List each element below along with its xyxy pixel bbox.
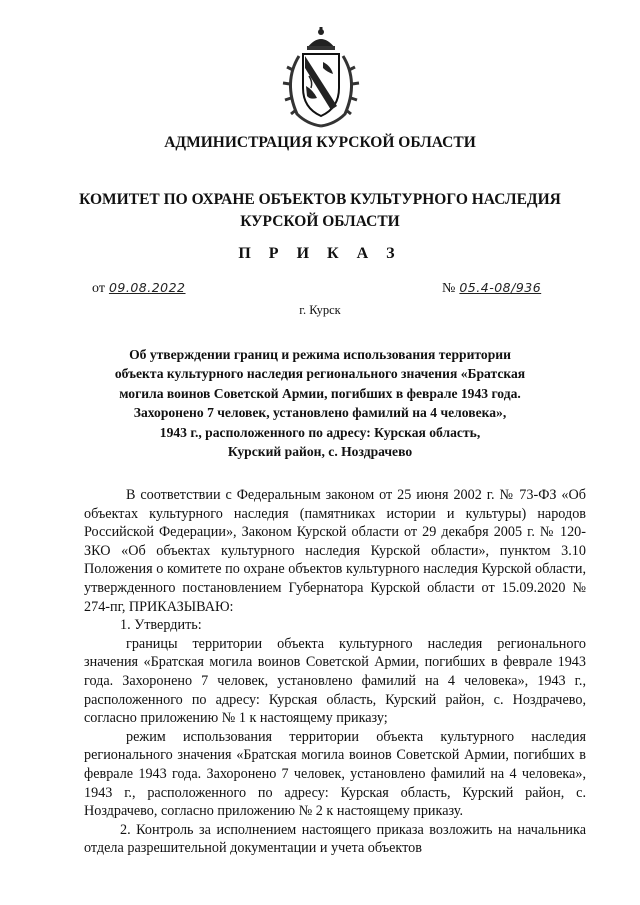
city-line: г. Курск	[299, 303, 341, 317]
coat-of-arms-icon	[277, 26, 365, 128]
order-number	[442, 280, 541, 297]
title-line: Захоронено 7 человек, установлено фамилий на 4 человека»,	[133, 405, 507, 421]
body-paragraph: 2. Контроль за исполнением настоящего приказа возложить на начальника отдела разрешительной документации и учета объектов	[84, 821, 586, 857]
body-paragraph: границы территории объекта культурного наследия регионального значения «Братская могила воинов Советской Армии, погибших в феврале 1943 года. Захоронено 7 человек, установлено фамилий на 4 человека», 1943 г., расположенного по адресу: Курская область, Курский район, с. Ноздрачево, согласно приложению № 1 к настоящему приказу;	[84, 635, 586, 727]
administration-heading: АДМИНИСТРАЦИЯ КУРСКОЙ ОБЛАСТИ	[164, 134, 476, 151]
title-line: объекта культурного наследия регионального значения «Братская	[114, 366, 526, 382]
committee-heading-line: КОМИТЕТ ПО ОХРАНЕ ОБЪЕКТОВ КУЛЬТУРНОГО НАСЛЕДИЯ	[79, 191, 561, 208]
order-date	[92, 280, 186, 297]
order-body	[84, 486, 586, 858]
title-line: Об утверждении границ и режима использования территории	[129, 347, 511, 362]
title-line: могила воинов Советской Армии, погибших в феврале 1943 года.	[119, 385, 521, 401]
handwritten-number: 05.4-08/936	[459, 280, 542, 295]
committee-heading	[0, 189, 640, 233]
body-paragraph: 1. Утвердить:	[120, 617, 202, 634]
body-paragraph: В соответствии с Федеральным законом от 25 июня 2002 г. № 73-ФЗ «Об объектах культурного наследия (памятниках истории и культуры) народов Российской Федерации», Законом Курской области от 29 декабря 2005 г. № 120-ЗКО «Об объектах культурного наследия Курской области», пунктом 3.10 Положения о комитете по охране объектов культурного наследия Курской области, утвержденного постановлением Губернатора Курской области от 15.09.2020 № 274-пг, ПРИКАЗЫВАЮ:	[84, 487, 586, 615]
document-type: П Р И К А З	[238, 245, 402, 262]
date-prefix: от	[92, 281, 105, 296]
order-title	[100, 345, 540, 461]
handwritten-date: 09.08.2022	[108, 280, 186, 295]
body-paragraph: режим использования территории объекта культурного наследия регионального значения «Братская могила воинов Советской Армии, погибших в феврале 1943 года. Захоронено 7 человек, установлено фамилий на 4 человека», 1943 г., расположенного по адресу: Курская область, Курский район, с. Ноздрачево, согласно приложению № 2 к настоящему приказу.	[84, 728, 586, 820]
title-line: 1943 г., расположенного по адресу: Курская область,	[159, 424, 481, 440]
committee-heading-line: КУРСКОЙ ОБЛАСТИ	[240, 213, 400, 230]
number-prefix: №	[442, 281, 456, 296]
title-line: Курский район, с. Ноздрачево	[227, 444, 413, 460]
